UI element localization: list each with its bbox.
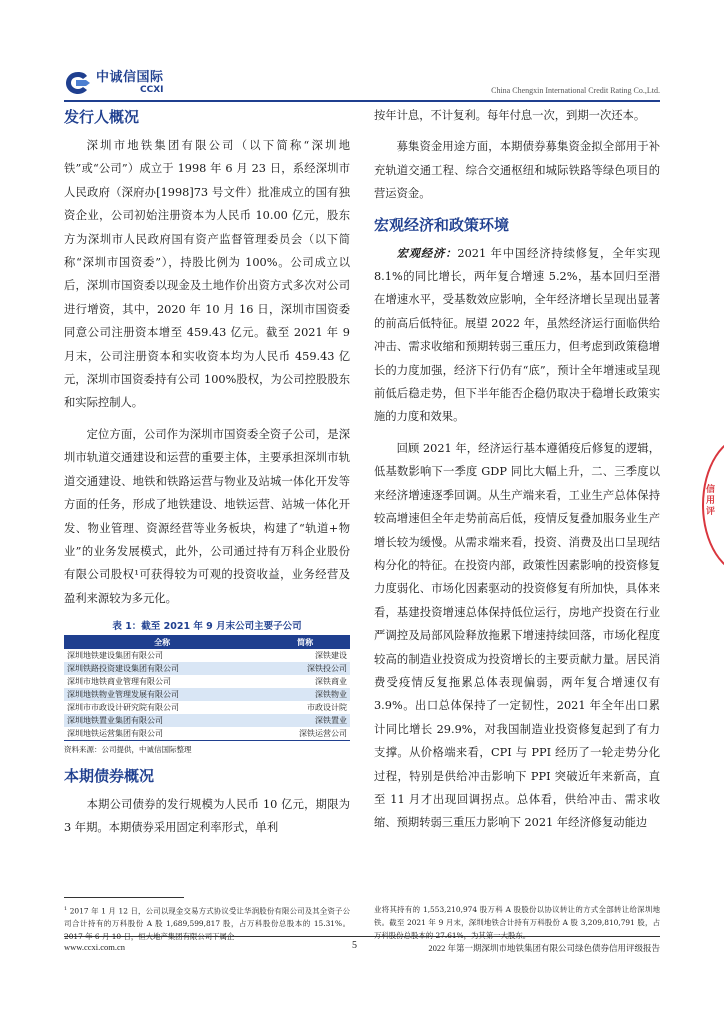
bond-paragraph: 本期公司债券的发行规模为人民币 10 亿元，期限为 3 年期。本期债券采用固定利率形式，单利 — [64, 797, 350, 835]
table-cell-abbr: 市政设计院 — [307, 703, 347, 713]
issuer-paragraph-1: 深圳市地铁集团有限公司（以下简称“深圳地铁”或“公司”）成立于 1998 年 6 月 23 日，系经深圳市人民政府（深府办[1998]73 号文件）批准成立的国有独资企业，公司初始注册资本为人民币 10.00 亿元，股东方为深圳市人民政府国有资产监督管理委员会（以下简称“深圳市国资委”），持股比例为 100%。公司成立以后，深圳市国资委以现金及土地作价出资方式多次对公司进行增资，其中，2020 年 10 月 16 日，深圳市国资委同意公司注册资本增至 459.43 亿元。截至 2021 年 9 月末，公司注册资本和实收资本均为人民币 459.43 亿元，深圳市国资委持有公司 100%股权，为公司控股股东和实际控制人。 — [64, 139, 350, 410]
table-row — [64, 675, 350, 688]
table-row — [64, 688, 350, 701]
footer-divider — [64, 936, 660, 937]
footnote-left-text: 2017 年 1 月 12 日，公司以现金交易方式协议受让华润股份有限公司及其全资子公司合计持有的万科股份 A 股 1,689,599,817 股，占万科股份总股本的 15.31%。 — [64, 906, 350, 929]
footnote-divider — [64, 897, 184, 898]
seal-text: 信用评 — [706, 485, 716, 517]
right-column — [374, 104, 660, 843]
bond-paragraph-continued: 按年计息，不计复利。每年付息一次，到期一次还本。 — [374, 109, 646, 122]
section-title-bond: 本期债券概况 — [64, 766, 155, 785]
footer-website-link[interactable]: www.ccxi.com.cn — [64, 942, 126, 952]
subsidiaries-table — [64, 635, 350, 741]
section-title-issuer: 发行人概况 — [64, 108, 140, 126]
ccxi-logo — [64, 70, 164, 96]
table-cell-abbr: 深铁建设 — [315, 651, 347, 661]
logo-en-text: CCXI — [140, 85, 164, 95]
table-cell-fullname: 深圳市地铁商业管理有限公司 — [67, 677, 171, 687]
table-row — [64, 649, 350, 662]
table-row — [64, 727, 350, 740]
table-cell-abbr: 深铁物业 — [260, 688, 350, 701]
funds-use-paragraph: 募集资金用途方面，本期债券募集资金拟全部用于补充轨道交通工程、综合交通枢纽和城际铁路等绿色项目的营运资金。 — [374, 140, 660, 201]
table-cell-fullname: 深圳地铁运营集团有限公司 — [67, 728, 163, 738]
footnote-left — [64, 903, 350, 943]
company-english-name: China Chengxin International Credit Rating Co.,Ltd. — [491, 86, 660, 95]
left-column — [64, 104, 350, 847]
ccxi-logo-icon — [64, 70, 92, 96]
table-cell-fullname: 深圳地铁置业集团有限公司 — [64, 714, 260, 727]
page-header — [64, 70, 660, 106]
table-header-row — [64, 635, 350, 649]
table-cell-abbr: 深铁投公司 — [260, 662, 350, 675]
table-title: 表 1：截至 2021 年 9 月末公司主要子公司 — [112, 621, 302, 633]
footnote-right: 业将其持有的 1,553,210,974 股万科 A 股股份以协议转让的方式全部转让给深圳地铁。截至 2021 年 9 月末，深圳地铁合计持有万科股份 A 股 3,209,810,791 股，占 — [374, 905, 660, 927]
macro-paragraph-text: 2021 年中国经济持续修复，全年实现 8.1%的同比增长，两年复合增速 5.2%，基本回归至潜在增速水平，受基数效应影响，全年经济增长呈现出显著的前高后低特征。展望 2022 年，虽然经济运行面临供给冲击、需求收缩和预期转弱三重压力，但考虑到政策稳增长的力度加强，经济下行仍有“底”，预计全年增速或呈现前低后稳走势，但下半年能否企稳仍取决于稳增长政策实施的力度和效果。 — [374, 246, 660, 424]
seal-stamp — [702, 435, 724, 575]
table-source-note: 资料来源：公司提供，中诚信国际整理 — [64, 744, 192, 754]
table-cell-abbr: 深铁商业 — [315, 677, 347, 687]
table-cell-abbr: 深铁置业 — [260, 714, 350, 727]
table-row — [64, 714, 350, 727]
table-cell-abbr: 深铁运营公司 — [299, 728, 347, 738]
macro-paragraph — [374, 242, 660, 429]
issuer-paragraph-2: 定位方面，公司作为深圳市国资委全资子公司，是深圳市轨道交通建设和运营的重要主体，主要承担深圳市轨道交通建设、地铁和铁路运营与物业及站城一体化开发等方面的任务，形成了地铁建设、地铁运营、站城一体化开发、物业管理、资源经营等业务板块，构建了“轨道+物业”的业务发展模式，此外，公司通过持有万科企业股份有限公司股权¹可获得较为可观的投资收益，业务经营及盈利来源较为多元化。 — [64, 427, 350, 605]
table-header-abbr: 简称 — [260, 635, 350, 649]
header-divider — [64, 100, 660, 102]
review-paragraph: 回顾 2021 年，经济运行基本遵循疫后修复的逻辑，低基数影响下一季度 GDP 同比大幅上升，二、三季度以来经济增速逐季回调。从生产端来看，工业生产总体保持较高增速但全年走势前高后低，疫情反复叠加服务业生产增长较为缓慢。从需求端来看，投资、消费及出口呈现结构分化的特征。在投资内部，政策性因素影响的投资修复力度弱化、市场化因素驱动的投资修复有所加快，具体来看，基建投资增速总体保持低位运行，房地产投资在行业严调控及局部风险释放拖累下增速持续回落，市场化程度较高的制造业投资成为投资增长的主要贡献力量。居民消费受疫情反复拖累总体表现偏弱，两年复合增速仅有 3.9%。出口总体保持了一定韧性，2021 年全年出口累计同比增长 29.9%，对我国制造业投资修复起到了有力支撑。从价格端来看，CPI 与 PPI 经历了一轮走势分化过程，特别是供给冲击影响下 PPI 突破近年来新高，直至 11 月才出现回调拐点。总体看，供给冲击、需求收缩、预期转弱三重压力影响下 2021 年经济修复动能边 — [374, 441, 660, 830]
macro-lead-label: 宏观经济： — [396, 245, 458, 260]
table-row — [64, 662, 350, 675]
table-cell-fullname: 深圳铁路投资建设集团有限公司 — [64, 662, 260, 675]
table-cell-fullname: 深圳地铁建设集团有限公司 — [67, 651, 163, 661]
footnote-marker: 1 — [64, 906, 68, 912]
footer-doc-title: 2022 年第一期深圳市地铁集团有限公司绿色债券信用评级报告 — [428, 943, 660, 953]
logo-cn-text: 中诚信国际 — [96, 70, 164, 85]
section-title-macro: 宏观经济和政策环境 — [374, 215, 510, 234]
page-number: 5 — [352, 940, 357, 951]
table-cell-fullname: 深圳市市政设计研究院有限公司 — [67, 703, 179, 713]
table-row — [64, 701, 350, 714]
table-cell-fullname: 深圳地铁物业管理发展有限公司 — [64, 688, 260, 701]
table-header-fullname: 全称 — [64, 635, 260, 649]
